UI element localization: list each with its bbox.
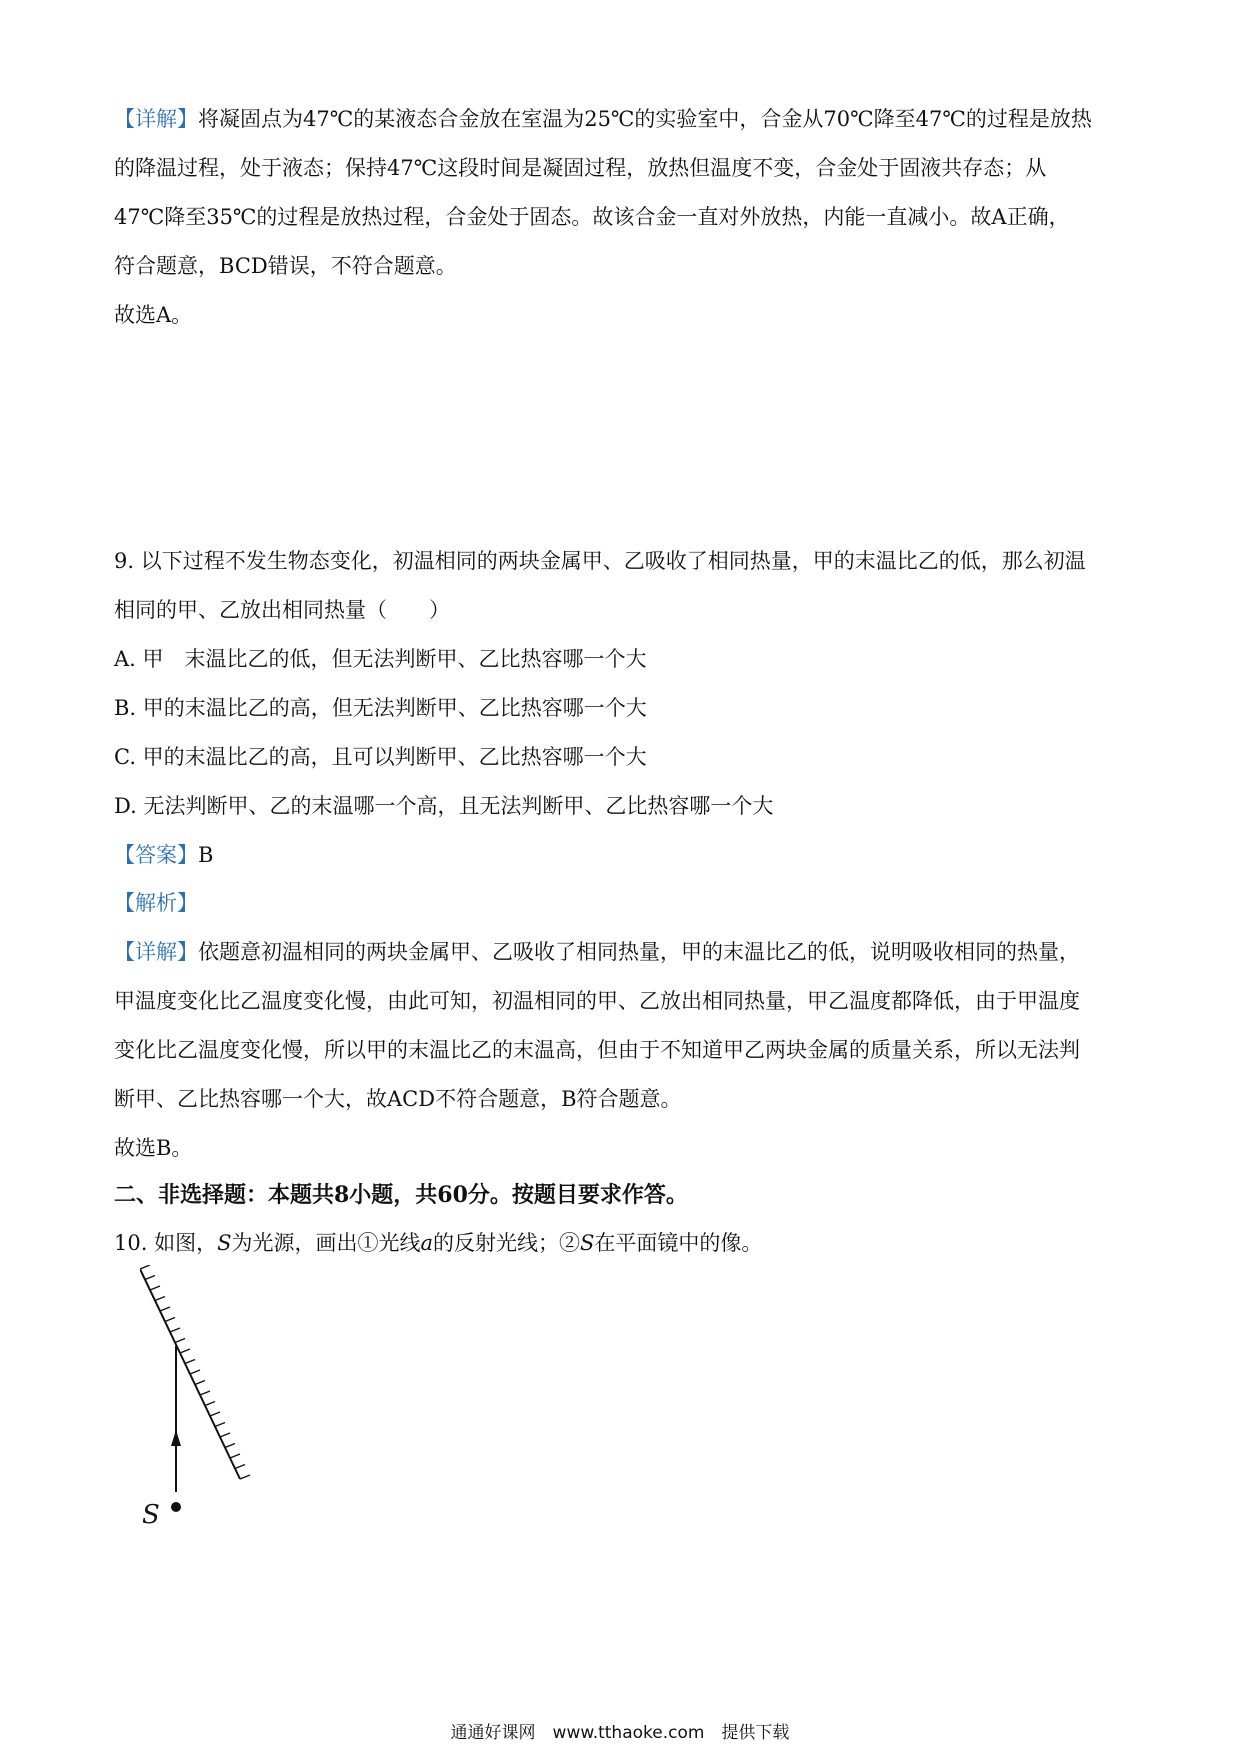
q8-detail-line-1 — [114, 105, 1092, 133]
mirror-hatch — [155, 1297, 165, 1301]
q9-conclusion: 故选B。 — [114, 1136, 193, 1160]
mirror-hatch — [140, 1265, 150, 1269]
analysis-tag: 【解析】 — [114, 891, 198, 915]
mirror-hatch — [180, 1349, 190, 1353]
mirror-hatch — [240, 1475, 250, 1479]
q8-detail-line-4: 符合题意，BCD错误，不符合题意。 — [114, 254, 457, 278]
q9-option-c: C. 甲的末温比乙的高，且可以判断甲、乙比热容哪一个大 — [114, 745, 647, 769]
detail-tag: 【详解】 — [114, 107, 198, 131]
q9-detail-line-3: 变化比乙温度变化慢，所以甲的末温比乙的末温高，但由于不知道甲乙两块金属的质量关系，所以无法判 — [114, 1038, 1080, 1062]
q9-detail-line-2: 甲温度变化比乙温度变化慢，由此可知，初温相同的甲、乙放出相同热量，甲乙温度都降低，由于甲温度 — [114, 989, 1080, 1013]
mirror-hatch — [165, 1318, 175, 1322]
section-heading: 二、非选择题：本题共8小题，共60分。按题目要求作答。 — [114, 1182, 688, 1208]
q10-suffix: 在平面镜中的像。 — [594, 1231, 763, 1255]
q8-conclusion: 故选A。 — [114, 303, 193, 327]
mirror-hatch — [220, 1433, 230, 1437]
mirror-hatch — [175, 1339, 185, 1343]
ray-arrow-icon — [171, 1430, 181, 1446]
footer-text: 通通好课网 www.tthaoke.com 提供下载 — [450, 1723, 790, 1743]
q9-option-b: B. 甲的末温比乙的高，但无法判断甲、乙比热容哪一个大 — [114, 696, 647, 720]
mirror-hatch — [170, 1328, 180, 1332]
q9-stem-line-2: 相同的甲、乙放出相同热量（ ） — [114, 598, 450, 622]
mirror-hatch — [215, 1423, 225, 1427]
q10-symbol-s: S — [217, 1231, 232, 1255]
mirror-hatch — [230, 1454, 240, 1458]
mirror-hatch — [225, 1444, 235, 1448]
mirror-hatch — [195, 1381, 205, 1385]
mirror-hatch — [145, 1276, 155, 1280]
q9-answer — [114, 841, 213, 869]
mirror-diagram — [140, 1265, 280, 1535]
q9-detail-text: 依题意初温相同的两块金属甲、乙吸收了相同热量，甲的末温比乙的低，说明吸收相同的热量， — [198, 940, 1080, 964]
q9-stem-line-1: 9. 以下过程不发生物态变化，初温相同的两块金属甲、乙吸收了相同热量，甲的末温比乙的低，那么初温 — [114, 549, 1086, 573]
q9-detail-line-4: 断甲、乙比热容哪一个大，故ACD不符合题意，B符合题意。 — [114, 1087, 682, 1111]
detail-tag: 【详解】 — [114, 940, 198, 964]
mirror-hatch — [200, 1391, 210, 1395]
light-source-dot — [171, 1502, 181, 1512]
mirror-hatch — [190, 1370, 200, 1374]
q8-detail-text: 将凝固点为47℃的某液态合金放在室温为25℃的实验室中，合金从70℃降至47℃的过程是放热 — [198, 107, 1092, 131]
q10-symbol-s2: S — [580, 1231, 595, 1255]
plane-mirror — [140, 1265, 250, 1479]
mirror-hatch — [210, 1412, 220, 1416]
q8-detail-line-2: 的降温过程，处于液态；保持47℃这段时间是凝固过程，放热但温度不变，合金处于固液共存态；从 — [114, 156, 1047, 180]
answer-value: B — [198, 843, 214, 867]
q10-middle: 为光源，画出①光线 — [231, 1231, 421, 1255]
mirror-hatch — [160, 1307, 170, 1311]
q9-detail-line-1 — [114, 938, 1080, 966]
mirror-hatch — [235, 1465, 245, 1469]
q9-option-d: D. 无法判断甲、乙的末温哪一个高，且无法判断甲、乙比热容哪一个大 — [114, 794, 774, 818]
q10-middle2: 的反射光线；② — [433, 1231, 580, 1255]
q8-detail-line-3: 47℃降至35℃的过程是放热过程，合金处于固态。故该合金一直对外放热，内能一直减小。故A正确， — [114, 205, 1070, 229]
q9-option-a: A. 甲 末温比乙的低，但无法判断甲、乙比热容哪一个大 — [114, 647, 647, 671]
mirror-hatch — [150, 1286, 160, 1290]
mirror-hatch — [185, 1360, 195, 1364]
q10-stem — [114, 1229, 762, 1257]
q10-symbol-a: a — [420, 1231, 433, 1255]
mirror-hatch — [205, 1402, 215, 1406]
light-source-label: S — [142, 1500, 160, 1530]
q10-prefix: 10. 如图， — [114, 1231, 218, 1255]
answer-tag: 【答案】 — [114, 843, 198, 867]
